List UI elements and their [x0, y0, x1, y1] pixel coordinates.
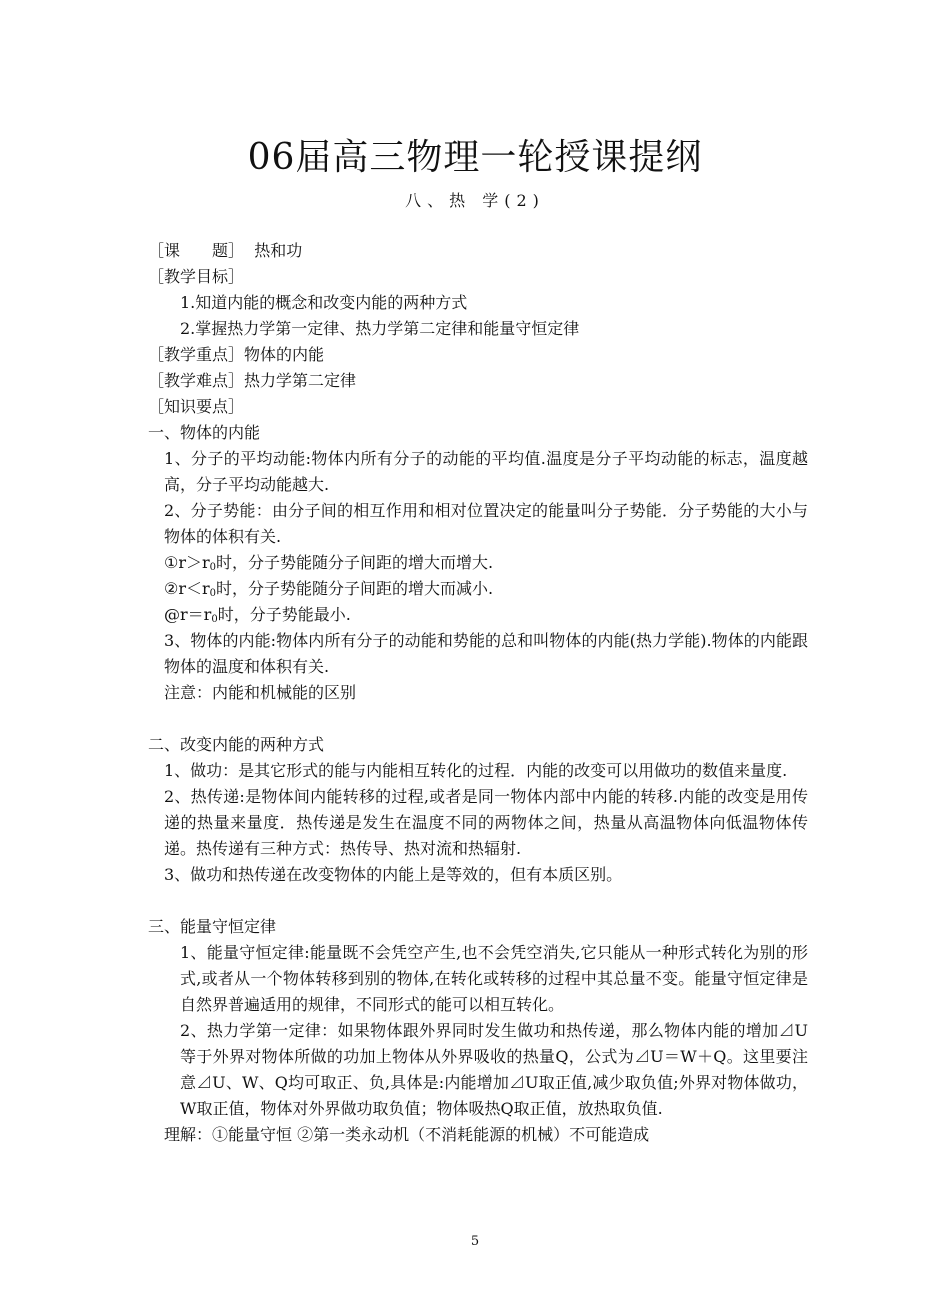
- spacer: [148, 706, 808, 732]
- page-subtitle: 八、热 学(2): [405, 191, 545, 210]
- document-body: [148, 238, 808, 1148]
- section-3-heading: 三、能量守恒定律: [148, 917, 277, 936]
- section-1-paragraph-1: 1、分子的平均动能:物体内所有分子的动能的平均值.温度是分子平均动能的标志，温度越高，分子平均动能越大.: [164, 449, 808, 494]
- difficulty-value: 热力学第二定律: [244, 371, 357, 390]
- page-title: 06届高三物理一轮授课提纲: [247, 137, 703, 178]
- section-1-paragraph-3: 3、物体的内能:物体内所有分子的动能和势能的总和叫物体的内能(热力学能).物体的内能跟物体的温度和体积有关.: [164, 631, 808, 676]
- objectives-label: ［教学目标］: [148, 267, 245, 286]
- condition-3-prefix: @r＝r: [164, 605, 212, 624]
- condition-2-subscript: 0: [209, 588, 217, 599]
- objective-item-2: 2.掌握热力学第一定律、热力学第二定律和能量守恒定律: [180, 319, 580, 338]
- page-number: 5: [470, 1234, 480, 1249]
- section-1-paragraph-2: 2、分子势能：由分子间的相互作用和相对位置决定的能量叫分子势能．分子势能的大小与物体的体积有关.: [164, 501, 808, 546]
- spacer: [148, 888, 808, 914]
- topic-label: ［课 题］: [148, 241, 245, 260]
- condition-1-prefix: ①r＞r: [164, 553, 210, 572]
- section-2-paragraph-1: 1、做功：是其它形式的能与内能相互转化的过程．内能的改变可以用做功的数值来量度.: [164, 761, 788, 780]
- difficulty-label: ［教学难点］: [148, 371, 245, 390]
- condition-1: [148, 550, 808, 576]
- section-2-paragraph-3: 3、做功和热传递在改变物体的内能上是等效的，但有本质区别。: [164, 865, 623, 884]
- section-1-heading: 一、物体的内能: [148, 423, 261, 442]
- condition-3-suffix: 时，分子势能最小.: [217, 605, 351, 624]
- section-1-note: 注意：内能和机械能的区别: [164, 683, 357, 702]
- condition-2-suffix: 时，分子势能随分子间距的增大而减小.: [216, 579, 494, 598]
- topic-line: [148, 238, 808, 264]
- section-3-paragraph-1: 1、能量守恒定律:能量既不会凭空产生,也不会凭空消失,它只能从一种形式转化为别的形式,或者从一个物体转移到别的物体,在转化或转移的过程中其总量不变。能量守恒定律是自然界普遍适用的规律，不同形式的能可以相互转化。: [180, 943, 808, 1014]
- condition-3: [148, 602, 808, 628]
- section-2-paragraph-2: 2、热传递:是物体间内能转移的过程,或者是同一物体内部中内能的转移.内能的改变是用传递的热量来量度．热传递是发生在温度不同的两物体之间，热量从高温物体向低温物体传递。热传递有三种方式：热传导、热对流和热辐射.: [164, 787, 808, 858]
- difficulty-line: [148, 368, 808, 394]
- knowledge-label: ［知识要点］: [148, 397, 245, 416]
- condition-1-subscript: 0: [209, 562, 217, 573]
- focus-value: 物体的内能: [244, 345, 325, 364]
- focus-label: ［教学重点］: [148, 345, 245, 364]
- condition-3-subscript: 0: [211, 614, 218, 625]
- section-2-heading: 二、改变内能的两种方式: [148, 735, 325, 754]
- condition-2: [148, 576, 808, 602]
- condition-2-prefix: ②r＜r: [164, 579, 210, 598]
- section-3-paragraph-2: 2、热力学第一定律：如果物体跟外界同时发生做功和热传递，那么物体内能的增加⊿U等于外界对物体所做的功加上物体从外界吸收的热量Q，公式为⊿U＝W＋Q。这里要注意⊿U、W、Q均可取正、负,具体是:内能增加⊿U取正值,减少取负值;外界对物体做功，W取正值，物体对外界做功取负值；物体吸热Q取正值，放热取负值.: [180, 1021, 808, 1118]
- condition-1-suffix: 时，分子势能随分子间距的增大而增大.: [216, 553, 494, 572]
- focus-line: [148, 342, 808, 368]
- section-3-understanding: 理解：①能量守恒 ②第一类永动机（不消耗能源的机械）不可能造成: [164, 1125, 650, 1144]
- topic-value: 热和功: [254, 241, 303, 260]
- objective-item-1: 1.知道内能的概念和改变内能的两种方式: [180, 293, 468, 312]
